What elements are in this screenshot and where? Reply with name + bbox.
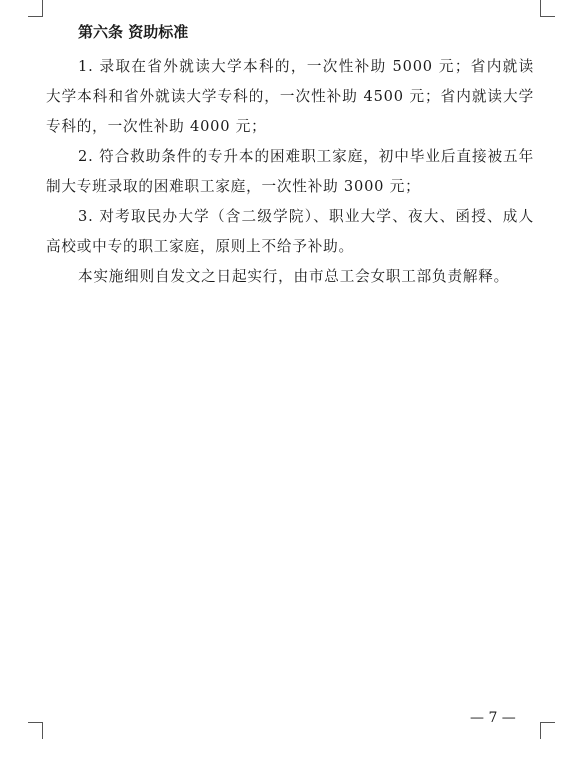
paragraph-4: 本实施细则自发文之日起实行，由市总工会女职工部负责解释。 xyxy=(78,268,510,285)
paragraph-3: 3. 对考取民办大学（含二级学院）、职业大学、夜大、函授、成人高校或中专的职工家庭，原则上不给予补助。 xyxy=(46,208,534,255)
paragraph-1: 1. 录取在省外就读大学本科的，一次性补助 5000 元；省内就读大学本科和省外就读大学专科的，一次性补助 4500 元；省内就读大学专科的，一次性补助 4000 元； xyxy=(46,58,534,135)
document-body xyxy=(46,22,534,292)
crop-mark-top-left xyxy=(28,0,43,17)
crop-mark-top-right xyxy=(540,0,555,17)
section-heading: 第六条 资助标准 xyxy=(78,23,189,41)
crop-mark-bottom-right xyxy=(540,722,555,739)
page-number: — 7 — xyxy=(470,710,516,726)
crop-mark-bottom-left xyxy=(28,722,43,739)
paragraph-2: 2. 符合救助条件的专升本的困难职工家庭，初中毕业后直接被五年制大专班录取的困难职工家庭，一次性补助 3000 元； xyxy=(46,148,534,195)
